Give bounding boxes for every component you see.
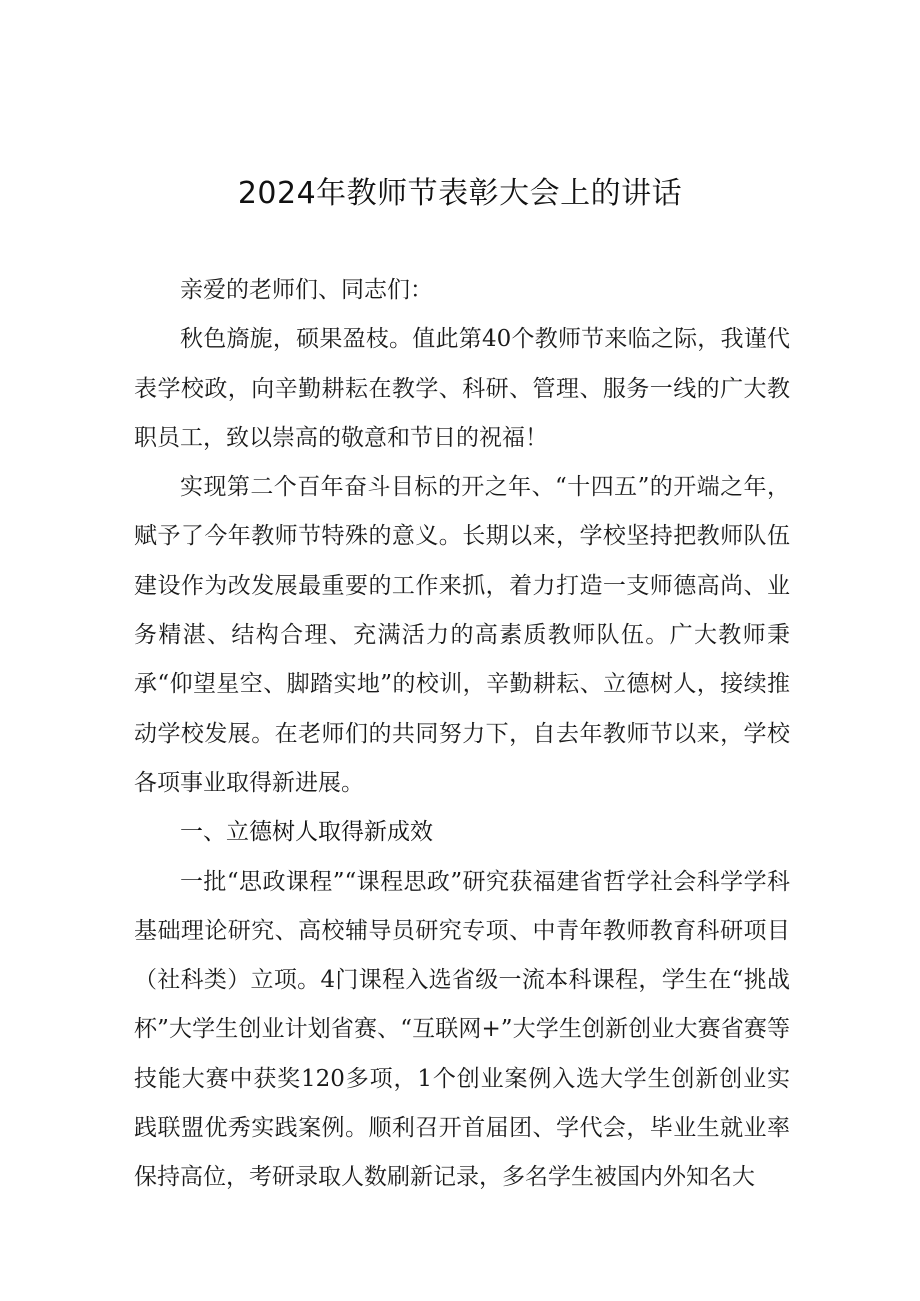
paragraph: 秋色旖旎，硕果盈枝。值此第40个教师节来临之际，我谨代表学校政，向辛勤耕耘在教学、科研、管理、服务一线的广大教职员工，致以崇高的敬意和节日的祝福！ xyxy=(134,326,790,451)
document-body xyxy=(134,266,790,1203)
paragraph: 实现第二个百年奋斗目标的开之年、“十四五”的开端之年，赋予了今年教师节特殊的意义。长期以来，学校坚持把教师队伍建设作为改发展最重要的工作来抓，着力打造一支师德高尚、业务精湛、结构合理、充满活力的高素质教师队伍。广大教师秉承“仰望星空、脚踏实地”的校训，辛勤耕耘、立德树人，接续推动学校发展。在老师们的共同努力下，自去年教师节以来，学校各项事业取得新进展。 xyxy=(134,474,790,796)
salutation: 亲爱的老师们、同志们： xyxy=(180,277,433,303)
section-heading: 一、立德树人取得新成效 xyxy=(180,819,433,846)
paragraph: 一批“思政课程”“课程思政”研究获福建省哲学社会科学学科基础理论研究、高校辅导员研究专项、中青年教师教育科研项目（社科类）立项。4门课程入选省级一流本科课程，学生在“挑战杯”大学生创业计划省赛、“互联网+”大学生创新创业大赛省赛等技能大赛中获奖120多项，1个创业案例入选大学生创新创业实践联盟优秀实践案例。顺利召开首届团、学代会，毕业生就业率保持高位，考研录取人数刷新记录，多名学生被国内外知名大 xyxy=(134,868,790,1191)
document-title: 2024年教师节表彰大会上的讲话 xyxy=(237,176,683,211)
